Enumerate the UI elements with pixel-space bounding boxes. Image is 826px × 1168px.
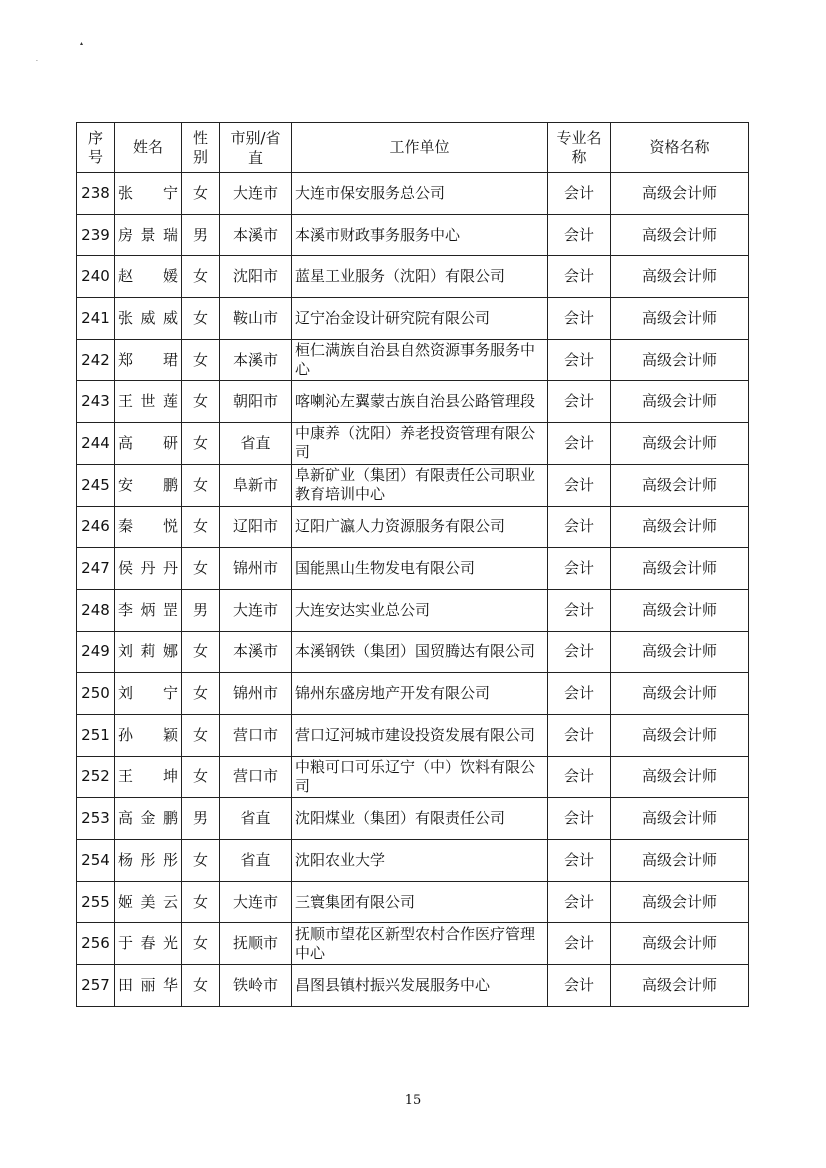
- table-row: [77, 589, 749, 631]
- cell-gender: 男: [182, 798, 220, 840]
- cell-qual: 高级会计师: [611, 589, 749, 631]
- cell-major: 会计: [548, 923, 611, 965]
- name-text: 于春光: [118, 934, 178, 953]
- cell-name: [115, 381, 182, 423]
- cell-name: [115, 756, 182, 798]
- cell-name: [115, 965, 182, 1007]
- name-text: 张宁: [118, 183, 178, 202]
- cell-seq: 257: [77, 965, 115, 1007]
- cell-gender: 女: [182, 673, 220, 715]
- cell-name: [115, 589, 182, 631]
- cell-qual: 高级会计师: [611, 256, 749, 298]
- name-text: 高金鹏: [118, 809, 178, 828]
- cell-city: 铁岭市: [220, 965, 292, 1007]
- cell-major: 会计: [548, 756, 611, 798]
- cell-seq: 241: [77, 298, 115, 340]
- qualification-table: [76, 122, 749, 1007]
- cell-qual: 高级会计师: [611, 714, 749, 756]
- name-text: 姬美云: [118, 892, 178, 911]
- cell-city: 省直: [220, 840, 292, 882]
- cell-name: [115, 631, 182, 673]
- table-row: [77, 881, 749, 923]
- table-header: [77, 123, 749, 173]
- cell-seq: 252: [77, 756, 115, 798]
- header-major: 专业名称: [548, 123, 611, 173]
- cell-unit: 桓仁满族自治县自然资源事务服务中心: [292, 339, 548, 381]
- cell-unit: 辽阳广瀛人力资源服务有限公司: [292, 506, 548, 548]
- header-gender: 性别: [182, 123, 220, 173]
- table-row: [77, 631, 749, 673]
- cell-name: [115, 423, 182, 465]
- cell-seq: 242: [77, 339, 115, 381]
- table-row: [77, 214, 749, 256]
- cell-gender: 女: [182, 339, 220, 381]
- table-row: [77, 756, 749, 798]
- name-text: 刘宁: [118, 684, 178, 703]
- cell-city: 省直: [220, 423, 292, 465]
- cell-unit: 中康养（沈阳）养老投资管理有限公司: [292, 423, 548, 465]
- cell-qual: 高级会计师: [611, 173, 749, 215]
- cell-gender: 女: [182, 756, 220, 798]
- cell-name: [115, 173, 182, 215]
- name-text: 高研: [118, 433, 178, 452]
- cell-name: [115, 464, 182, 506]
- cell-major: 会计: [548, 256, 611, 298]
- cell-qual: 高级会计师: [611, 214, 749, 256]
- name-text: 田丽华: [118, 975, 178, 994]
- header-unit: 工作单位: [292, 123, 548, 173]
- cell-seq: 254: [77, 840, 115, 882]
- header-name: 姓名: [115, 123, 182, 173]
- cell-city: 鞍山市: [220, 298, 292, 340]
- cell-qual: 高级会计师: [611, 798, 749, 840]
- cell-seq: 239: [77, 214, 115, 256]
- cell-major: 会计: [548, 339, 611, 381]
- cell-city: 阜新市: [220, 464, 292, 506]
- cell-gender: 女: [182, 173, 220, 215]
- cell-seq: 250: [77, 673, 115, 715]
- cell-gender: 女: [182, 881, 220, 923]
- cell-city: 大连市: [220, 589, 292, 631]
- cell-major: 会计: [548, 214, 611, 256]
- cell-name: [115, 506, 182, 548]
- cell-unit: 大连安达实业总公司: [292, 589, 548, 631]
- cell-seq: 245: [77, 464, 115, 506]
- cell-unit: 沈阳煤业（集团）有限责任公司: [292, 798, 548, 840]
- cell-unit: 本溪市财政事务服务中心: [292, 214, 548, 256]
- table-row: [77, 256, 749, 298]
- cell-major: 会计: [548, 506, 611, 548]
- cell-major: 会计: [548, 881, 611, 923]
- cell-major: 会计: [548, 714, 611, 756]
- name-text: 刘莉娜: [118, 642, 178, 661]
- cell-seq: 243: [77, 381, 115, 423]
- cell-major: 会计: [548, 589, 611, 631]
- cell-gender: 女: [182, 840, 220, 882]
- name-text: 侯丹丹: [118, 559, 178, 578]
- table-row: [77, 798, 749, 840]
- cell-seq: 248: [77, 589, 115, 631]
- cell-unit: 沈阳农业大学: [292, 840, 548, 882]
- cell-seq: 255: [77, 881, 115, 923]
- cell-qual: 高级会计师: [611, 923, 749, 965]
- cell-qual: 高级会计师: [611, 548, 749, 590]
- cell-city: 本溪市: [220, 339, 292, 381]
- table-row: [77, 423, 749, 465]
- cell-major: 会计: [548, 173, 611, 215]
- cell-unit: 大连市保安服务总公司: [292, 173, 548, 215]
- cell-qual: 高级会计师: [611, 339, 749, 381]
- cell-city: 营口市: [220, 714, 292, 756]
- cell-gender: 女: [182, 298, 220, 340]
- cell-unit: 三寰集团有限公司: [292, 881, 548, 923]
- cell-gender: 女: [182, 923, 220, 965]
- cell-qual: 高级会计师: [611, 423, 749, 465]
- cell-name: [115, 256, 182, 298]
- table-row: [77, 298, 749, 340]
- cell-unit: 锦州东盛房地产开发有限公司: [292, 673, 548, 715]
- table-row: [77, 840, 749, 882]
- cell-seq: 251: [77, 714, 115, 756]
- table-row: [77, 464, 749, 506]
- header-city: 市别/省直: [220, 123, 292, 173]
- cell-unit: 国能黑山生物发电有限公司: [292, 548, 548, 590]
- cell-gender: 女: [182, 423, 220, 465]
- cell-city: 本溪市: [220, 214, 292, 256]
- cell-name: [115, 548, 182, 590]
- scan-speck: ▴: [80, 40, 84, 47]
- cell-city: 本溪市: [220, 631, 292, 673]
- cell-qual: 高级会计师: [611, 464, 749, 506]
- cell-major: 会计: [548, 423, 611, 465]
- cell-name: [115, 714, 182, 756]
- table-row: [77, 965, 749, 1007]
- cell-qual: 高级会计师: [611, 631, 749, 673]
- cell-seq: 238: [77, 173, 115, 215]
- cell-qual: 高级会计师: [611, 673, 749, 715]
- name-text: 张威威: [118, 308, 178, 327]
- cell-gender: 女: [182, 381, 220, 423]
- cell-city: 辽阳市: [220, 506, 292, 548]
- cell-seq: 249: [77, 631, 115, 673]
- cell-seq: 240: [77, 256, 115, 298]
- cell-unit: 辽宁冶金设计研究院有限公司: [292, 298, 548, 340]
- cell-major: 会计: [548, 548, 611, 590]
- cell-unit: 中粮可口可乐辽宁（中）饮料有限公司: [292, 756, 548, 798]
- cell-city: 大连市: [220, 881, 292, 923]
- cell-major: 会计: [548, 798, 611, 840]
- cell-unit: 本溪钢铁（集团）国贸腾达有限公司: [292, 631, 548, 673]
- name-text: 郑珺: [118, 350, 178, 369]
- cell-major: 会计: [548, 840, 611, 882]
- cell-gender: 女: [182, 464, 220, 506]
- table-row: [77, 714, 749, 756]
- cell-unit: 阜新矿业（集团）有限责任公司职业教育培训中心: [292, 464, 548, 506]
- cell-unit: 昌图县镇村振兴发展服务中心: [292, 965, 548, 1007]
- cell-city: 朝阳市: [220, 381, 292, 423]
- header-qual: 资格名称: [611, 123, 749, 173]
- name-text: 杨彤彤: [118, 850, 178, 869]
- cell-gender: 女: [182, 631, 220, 673]
- name-text: 王坤: [118, 767, 178, 786]
- cell-name: [115, 298, 182, 340]
- cell-major: 会计: [548, 631, 611, 673]
- cell-gender: 女: [182, 256, 220, 298]
- cell-name: [115, 923, 182, 965]
- cell-major: 会计: [548, 673, 611, 715]
- cell-name: [115, 214, 182, 256]
- table-row: [77, 339, 749, 381]
- cell-unit: 喀喇沁左翼蒙古族自治县公路管理段: [292, 381, 548, 423]
- header-row: [77, 123, 749, 173]
- name-text: 赵媛: [118, 267, 178, 286]
- cell-seq: 244: [77, 423, 115, 465]
- table-body: [77, 173, 749, 1007]
- name-text: 孙颖: [118, 725, 178, 744]
- scan-speck: ·: [36, 58, 38, 65]
- cell-seq: 246: [77, 506, 115, 548]
- table-row: [77, 506, 749, 548]
- cell-seq: 247: [77, 548, 115, 590]
- cell-qual: 高级会计师: [611, 756, 749, 798]
- cell-city: 锦州市: [220, 673, 292, 715]
- cell-unit: 蓝星工业服务（沈阳）有限公司: [292, 256, 548, 298]
- cell-city: 营口市: [220, 756, 292, 798]
- cell-gender: 女: [182, 965, 220, 1007]
- cell-major: 会计: [548, 381, 611, 423]
- cell-city: 锦州市: [220, 548, 292, 590]
- name-text: 安鹏: [118, 475, 178, 494]
- cell-seq: 253: [77, 798, 115, 840]
- cell-qual: 高级会计师: [611, 506, 749, 548]
- table-row: [77, 173, 749, 215]
- cell-city: 省直: [220, 798, 292, 840]
- cell-seq: 256: [77, 923, 115, 965]
- cell-gender: 女: [182, 714, 220, 756]
- table-row: [77, 923, 749, 965]
- name-text: 李炳罡: [118, 600, 178, 619]
- table-row: [77, 548, 749, 590]
- cell-name: [115, 673, 182, 715]
- cell-qual: 高级会计师: [611, 840, 749, 882]
- name-text: 秦悦: [118, 517, 178, 536]
- table-row: [77, 673, 749, 715]
- page-number: 15: [404, 1093, 422, 1108]
- cell-city: 大连市: [220, 173, 292, 215]
- cell-name: [115, 881, 182, 923]
- cell-unit: 营口辽河城市建设投资发展有限公司: [292, 714, 548, 756]
- cell-city: 沈阳市: [220, 256, 292, 298]
- cell-gender: 女: [182, 548, 220, 590]
- cell-qual: 高级会计师: [611, 881, 749, 923]
- name-text: 房景瑞: [118, 225, 178, 244]
- cell-qual: 高级会计师: [611, 965, 749, 1007]
- cell-name: [115, 798, 182, 840]
- table-row: [77, 381, 749, 423]
- cell-major: 会计: [548, 464, 611, 506]
- header-seq: 序号: [77, 123, 115, 173]
- cell-gender: 男: [182, 589, 220, 631]
- cell-gender: 女: [182, 506, 220, 548]
- name-text: 王世莲: [118, 392, 178, 411]
- cell-name: [115, 840, 182, 882]
- cell-major: 会计: [548, 298, 611, 340]
- cell-major: 会计: [548, 965, 611, 1007]
- cell-city: 抚顺市: [220, 923, 292, 965]
- cell-qual: 高级会计师: [611, 381, 749, 423]
- cell-name: [115, 339, 182, 381]
- cell-qual: 高级会计师: [611, 298, 749, 340]
- cell-unit: 抚顺市望花区新型农村合作医疗管理中心: [292, 923, 548, 965]
- cell-gender: 男: [182, 214, 220, 256]
